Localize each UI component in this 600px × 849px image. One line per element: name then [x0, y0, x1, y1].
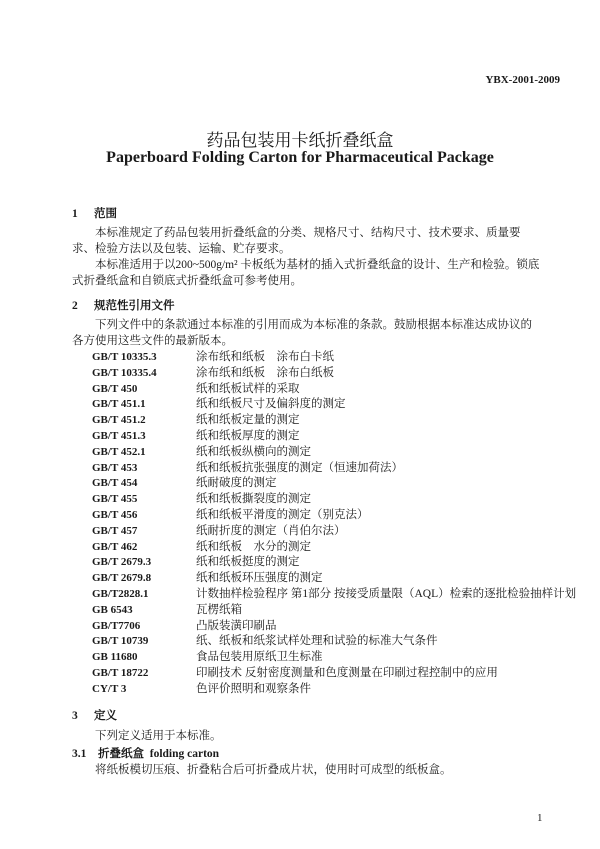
reference-item [92, 429, 576, 445]
section-number: 1 [72, 208, 78, 220]
reference-title: 纸、纸板和纸浆试样处理和试验的标准大气条件 [196, 635, 438, 648]
section-title: 规范性引用文件 [94, 300, 175, 312]
section-number: 2 [72, 300, 78, 312]
reference-code: GB/T 453 [92, 461, 138, 474]
reference-item [92, 571, 576, 587]
reference-item [92, 350, 576, 366]
subsection-title: 折叠纸盒 [98, 748, 144, 760]
reference-item [92, 619, 576, 635]
reference-title: 纸和纸板纵横向的测定 [196, 445, 311, 458]
reference-title: 瓦楞纸箱 [196, 603, 242, 616]
section-1-heading [72, 205, 117, 221]
reference-code: GB/T 2679.3 [92, 556, 152, 569]
reference-item [92, 603, 576, 619]
scope-paragraph-2: 本标准适用于以200~500g/m² 卡板纸为基材的插入式折叠纸盒的设计、生产和检验。锁底式折叠纸盒和自锁底式折叠纸盒可参考使用。 [72, 259, 540, 287]
reference-code: CY/T 3 [92, 682, 127, 695]
reference-title: 纸和纸板挺度的测定 [196, 556, 300, 569]
title-chinese: 药品包装用卡纸折叠纸盒 [206, 131, 394, 150]
reference-title: 色评价照明和观察条件 [196, 682, 311, 695]
reference-title: 纸和纸板 水分的测定 [196, 540, 311, 553]
reference-item [92, 413, 576, 429]
scope-paragraph-1: 本标准规定了药品包装用折叠纸盒的分类、规格尺寸、结构尺寸、技术要求、质量要求、检验方法以及包装、运输、贮存要求。 [72, 227, 521, 255]
section-title: 范围 [94, 208, 117, 220]
subsection-number: 3.1 [72, 748, 87, 760]
reference-item [92, 492, 576, 508]
reference-title: 凸版装潢印刷品 [196, 619, 277, 632]
reference-item [92, 397, 576, 413]
reference-item [92, 587, 576, 603]
section-number: 3 [72, 710, 78, 722]
reference-title: 食品包装用原纸卫生标准 [196, 651, 323, 664]
reference-title: 印刷技术 反射密度测量和色度测量在印刷过程控制中的应用 [196, 666, 498, 679]
reference-title: 纸和纸板环压强度的测定 [196, 572, 323, 585]
subsection-title-english: folding carton [149, 748, 220, 760]
reference-title: 纸和纸板厚度的测定 [196, 429, 300, 442]
subsection-3-1-heading [72, 745, 219, 761]
reference-code: GB/T 10739 [92, 635, 149, 648]
reference-item [92, 476, 576, 492]
reference-title: 纸和纸板定量的测定 [196, 414, 300, 427]
reference-code: GB 6543 [92, 603, 133, 616]
reference-item [92, 366, 576, 382]
folding-carton-definition: 将纸板模切压痕、折叠粘合后可折叠成片状，使用时可成型的纸板盒。 [95, 764, 452, 776]
reference-code: GB/T 2679.8 [92, 572, 152, 585]
reference-title: 计数抽样检验程序 第1部分 按接受质量限（AQL）检索的逐批检验抽样计划 [196, 587, 577, 600]
reference-code: GB/T 451.3 [92, 429, 146, 442]
reference-code: GB/T 456 [92, 508, 138, 521]
reference-title: 纸和纸板尺寸及偏斜度的测定 [196, 398, 346, 411]
reference-title: 纸和纸板撕裂度的测定 [196, 493, 311, 506]
references-intro: 下列文件中的条款通过本标准的引用而成为本标准的条款。鼓励根据本标准达成协议的各方使用这些文件的最新版本。 [72, 319, 532, 347]
reference-title: 纸耐折度的测定（肖伯尔法） [196, 524, 346, 537]
section-3-heading [72, 707, 117, 723]
reference-title: 涂布纸和纸板 涂布白纸板 [196, 366, 334, 379]
reference-title: 纸和纸板试样的采取 [196, 382, 300, 395]
reference-item [92, 445, 576, 461]
reference-item [92, 508, 576, 524]
reference-code: GB/T2828.1 [92, 587, 149, 600]
reference-title: 纸和纸板抗张强度的测定（恒速加荷法） [196, 461, 403, 474]
reference-item [92, 682, 576, 698]
reference-item [92, 524, 576, 540]
reference-code: GB/T 450 [92, 382, 138, 395]
reference-code: GB/T7706 [92, 619, 141, 632]
page-number: 1 [537, 812, 543, 824]
reference-list [92, 350, 576, 698]
reference-code: GB/T 457 [92, 524, 138, 537]
reference-item [92, 666, 576, 682]
reference-code: GB/T 451.1 [92, 398, 146, 411]
document-code: YBX-2001-2009 [485, 74, 560, 86]
reference-title: 纸耐破度的测定 [196, 477, 277, 490]
reference-code: GB/T 455 [92, 493, 138, 506]
section-2-heading [72, 297, 175, 313]
reference-code: GB/T 18722 [92, 666, 149, 679]
reference-code: GB/T 454 [92, 477, 138, 490]
reference-item [92, 382, 576, 398]
reference-code: GB/T 452.1 [92, 445, 146, 458]
definitions-intro: 下列定义适用于本标准。 [95, 730, 222, 742]
reference-item [92, 650, 576, 666]
title-english: Paperboard Folding Carton for Pharmaceutical Package [106, 149, 494, 166]
reference-title: 涂布纸和纸板 涂布白卡纸 [196, 351, 334, 363]
reference-item [92, 555, 576, 571]
reference-item [92, 540, 576, 556]
reference-item [92, 461, 576, 477]
reference-code: GB/T 10335.4 [92, 366, 157, 379]
reference-title: 纸和纸板平滑度的测定（别克法） [196, 508, 369, 521]
reference-code: GB 11680 [92, 651, 138, 664]
reference-code: GB/T 462 [92, 540, 138, 553]
reference-code: GB/T 451.2 [92, 414, 146, 427]
reference-code: GB/T 10335.3 [92, 351, 157, 363]
section-title: 定义 [94, 710, 117, 722]
reference-item [92, 634, 576, 650]
